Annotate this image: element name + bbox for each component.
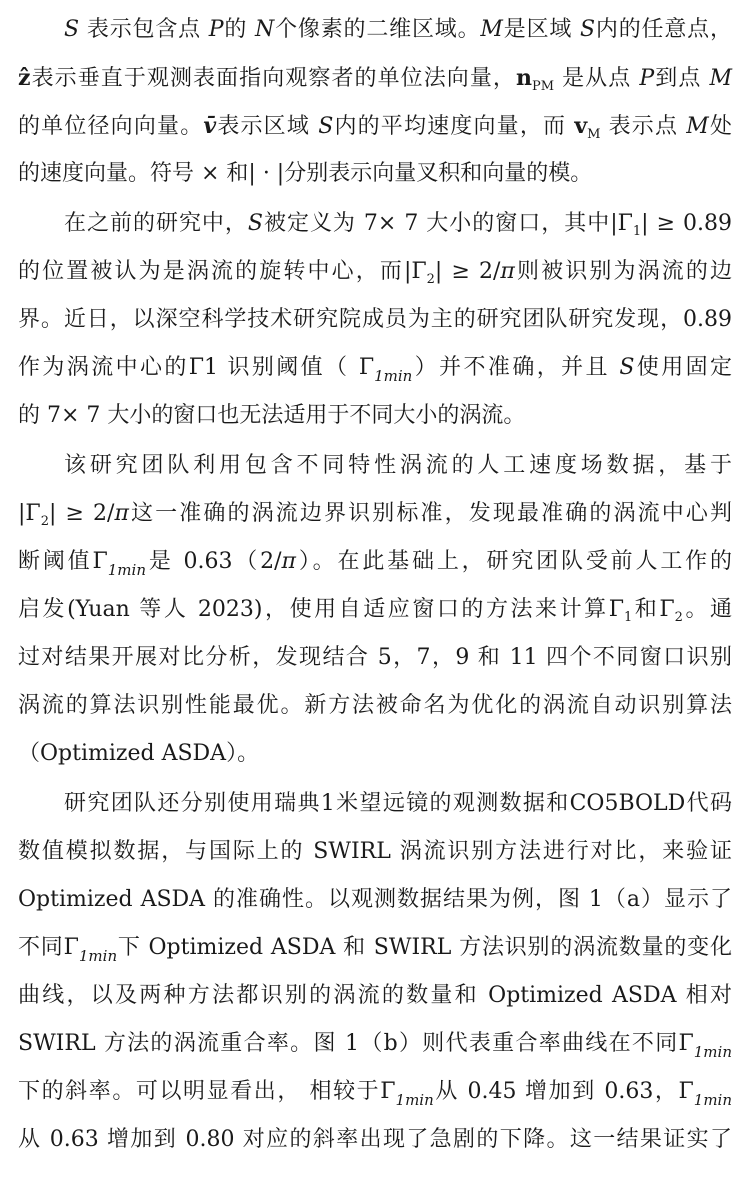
text-run: M [480,17,503,42]
text-run: 作为涡流中心的Γ1 识别阈值（ Γ [18,355,375,380]
text-run: 启发(Yuan 等人 2023)，使用自适应窗口的方法来计算Γ [18,597,624,622]
text-run: 则被识别为涡流的边 [514,259,732,284]
text-run: 内的平均速度向量，而 [333,114,575,139]
text-line [18,634,732,682]
text-run: | ≥ 2/ [434,259,501,284]
text-line [18,490,732,538]
text-run: Optimized ASDA 的准确性。以观测数据结果为例，图 1（a）显示了 [18,887,732,912]
text-run: 和Γ [632,597,675,622]
text-run: 使用固定 [634,355,732,380]
text-run: 的 [223,17,256,42]
text-run: 表示垂直于观测表面指向观察者的单位法向量， [30,66,516,91]
subscript: 1min [693,1091,733,1109]
paragraph [18,200,732,440]
text-line [18,586,732,634]
subscript: 1 [623,610,633,625]
text-run: 处 [708,114,732,139]
subscript: PM [531,79,555,94]
text-line [18,296,732,344]
text-line [18,200,732,248]
text-run: S [247,211,263,236]
text-run: 断阈值Γ [18,549,108,574]
subscript: M [587,127,601,142]
subscript: 2 [40,514,49,529]
text-run: ẑ [18,65,31,91]
text-line [18,780,732,828]
text-run: 是区域 [502,17,580,42]
text-run: 数值模拟数据，与国际上的 SWIRL 涡流识别方法进行对比，来验证 [18,839,732,864]
text-run: S [64,17,80,42]
text-run: （Optimized ASDA）。 [18,741,260,766]
text-line [18,682,732,730]
text-line [18,392,732,440]
paragraph [18,780,732,1164]
text-run: 过对结果开展对比分析，发现结合 5，7，9 和 11 四个不同窗口识别 [18,645,732,670]
subscript: 1min [693,1043,732,1061]
text-line [18,102,732,150]
text-run: 界。近日，以深空科学技术研究院成员为主的研究团队研究发现，0.89 [18,307,732,332]
text-run: 这一准确的涡流边界识别标准，发现最准确的涡流中心判 [128,501,732,526]
subscript: 1 [632,224,642,239]
text-run: 表示区域 [216,114,319,139]
subscript: 2 [674,610,683,625]
text-run: | ≥ 0.89 [641,211,732,236]
text-run: 曲线，以及两种方法都识别的涡流的数量和 Optimized ASDA 相对 [18,983,732,1008]
text-line [18,972,732,1020]
text-run: 该研究团队利用包含不同特性涡流的人工速度场数据，基于 [64,453,732,478]
text-run: v̄ [203,113,217,139]
paragraph [18,6,732,198]
paragraph [18,442,732,778]
text-run: 研究团队还分别使用瑞典1米望远镜的观测数据和CO5BOLD代码 [64,791,732,816]
text-run: 从 0.63 增加到 0.80 对应的斜率出现了急剧的下降。这一结果证实了 [18,1127,732,1152]
text-line [18,876,732,924]
text-run: 涡流的算法识别性能最优。新方法被命名为优化的涡流自动识别算法 [18,693,732,718]
text-run: 的位置被认为是涡流的旋转中心，而|Γ [18,259,427,284]
text-line [18,248,732,296]
text-line [18,828,732,876]
text-run: 。通 [682,597,732,622]
text-run: S [619,355,635,380]
text-run: ）并不准确，并且 [412,355,620,380]
text-run: 到点 [654,66,710,91]
text-line [18,1116,732,1164]
text-run: 在之前的研究中， [64,211,248,236]
text-line [18,150,732,198]
text-run: π [281,549,297,574]
text-run: 内的任意点， [595,17,732,42]
text-run: 表示包含点 [79,17,209,42]
text-line [18,1020,732,1068]
text-line [18,924,732,972]
text-run: ）。在此基础上，研究团队受前人工作的 [296,549,732,574]
text-run: 是从点 [554,66,640,91]
subscript: 1min [78,947,118,965]
text-run: 的速度向量。符号 × 和| · |分别表示向量叉积和向量的模。 [18,161,593,186]
subscript: 1min [395,1091,434,1109]
text-line [18,6,732,54]
text-run: 表示点 [600,114,687,139]
text-run: 的单位径向向量。 [18,114,204,139]
text-line [18,442,732,490]
text-run: 不同Γ [18,935,79,960]
text-run: 的 7× 7 大小的窗口也无法适用于不同大小的涡流。 [18,403,526,428]
text-run: P [208,17,224,42]
text-run: 从 0.45 增加到 0.63，Γ [433,1079,694,1104]
text-run: 个像素的二维区域。 [274,17,481,42]
subscript: 1min [374,367,413,385]
subscript: 2 [426,272,435,287]
text-line [18,538,732,586]
text-run: |Γ [610,211,633,236]
text-run: n [515,65,532,91]
subscript: 1min [107,561,146,579]
text-run: 下 Optimized ASDA 和 SWIRL 方法识别的涡流数量的变化 [117,935,732,960]
text-run: 是 0.63（2/ [146,549,282,574]
text-run: S [580,17,596,42]
text-line [18,730,732,778]
text-line [18,344,732,392]
text-run: |Γ [18,501,41,526]
text-line [18,54,732,102]
text-run: π [114,501,129,526]
text-run: P [639,66,655,91]
text-run: π [500,259,515,284]
text-run: v [574,113,588,139]
text-run: M [686,114,709,139]
text-run: SWIRL 方法的涡流重合率。图 1（b）则代表重合率曲线在不同Γ [18,1031,694,1056]
text-run: 下的斜率。可以明显看出， 相较于Γ [18,1079,396,1104]
text-run: S [318,114,334,139]
text-run: N [255,17,275,42]
text-run: M [709,66,732,91]
text-run: | ≥ 2/ [48,501,115,526]
text-run: 被定义为 7× 7 大小的窗口，其中 [262,211,611,236]
text-line [18,1068,732,1116]
